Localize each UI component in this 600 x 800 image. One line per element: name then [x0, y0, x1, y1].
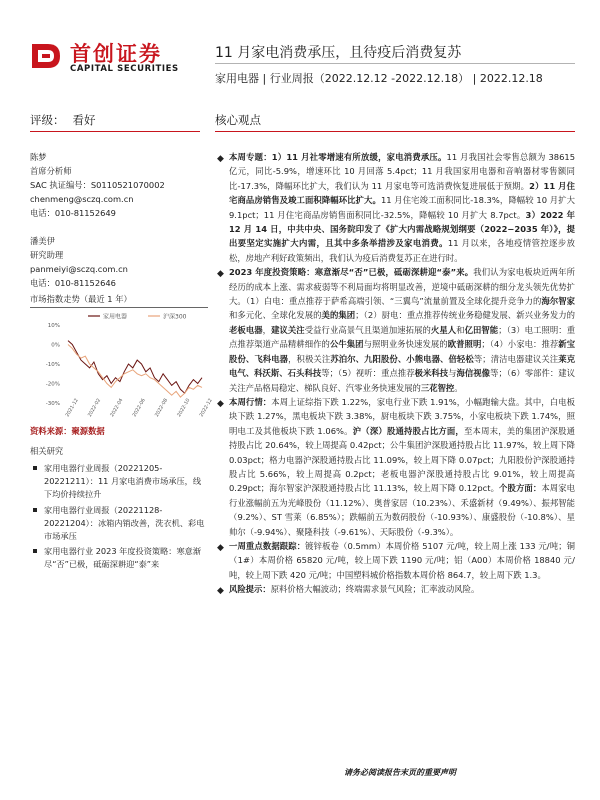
bold-text-run: 本周行情：: [229, 396, 272, 407]
text-run: 11 月以来，各地疫情管控逐步放松，房地产利好政策频出，我们认为疫后消费复苏正在进行时。: [229, 238, 575, 263]
text-run: 与照明业务快速发展的: [363, 339, 448, 350]
text-run: 我们认为家电板块近两年所经历的成本上涨、需求疲弱等不利局面均将明显改善，逆境中砥砺深耕的细分龙头领先优势扩大。（1）白电：重点推荐于萨希高端引领、“三翼鸟”流量前置及全球化提升竞争力的: [229, 267, 576, 307]
bold-text-run: 火星人: [430, 324, 457, 335]
header-divider: [215, 63, 575, 64]
analyst-email[interactable]: panmeiyi@sczq.com.cn: [30, 264, 128, 274]
bold-text-run: 苏泊尔、九阳股份、小熊电器、倍轻松: [330, 353, 474, 364]
text-run: 等；（6）零部件：建议关注产品格局稳定、梯队良好、汽零业务快速发展的: [229, 368, 576, 393]
core-point-paragraph: [215, 395, 575, 539]
text-run: 和多元化、全球化发展的: [229, 310, 322, 321]
core-heading: 核心观点: [215, 113, 261, 127]
bold-text-run: 沪（深）股通持股占比方面，: [352, 425, 464, 436]
x-axis-ticks: [65, 398, 214, 418]
text-run: 至本周末，美的集团沪深股通持股占比 20.64%，较上周提高 0.42pct；公牛集团沪深股通持股占比 11.97%，较上周下降 0.03pct；格力电器沪深股通持股占比 11.09%，较上周下降 0.07pct；九阳股份沪深股通持股占比 5.66%，较上周提高 0.2pct；老板电器沪深股通持股占比 9.01%，较上周提高 0.29pct；海尔智家沪深股通持股占比 11.13%，较上周下降 0.12pct。: [229, 425, 575, 494]
bold-text-run: 三花智控: [420, 382, 455, 393]
diamond-bullet-icon: ◆: [217, 542, 224, 553]
text-run: ，积极关注: [288, 353, 331, 364]
bold-text-run: 莱克电气、科沃斯、石头科技: [229, 353, 576, 379]
x-tick-label: 2021-12: [65, 398, 80, 418]
text-run: 等；清洁电器建议关注: [473, 353, 559, 364]
y-tick-label: -10%: [45, 362, 60, 368]
bold-text-run: 美的集团: [321, 310, 356, 321]
bold-text-run: 个股方面：: [499, 483, 542, 494]
brand-logo: [28, 36, 208, 78]
core-underline: [215, 131, 575, 132]
related-item[interactable]: 家用电器行业 2023 年度投资策略：寒意渐尽“否”已极，砥砺深耕迎“泰”来: [30, 545, 208, 571]
y-tick-label: -30%: [45, 401, 60, 407]
rating-underline: [30, 131, 200, 132]
text-run: 本周家电行业涨幅前五为光峰股份（11.12%）、奥普家居（10.23%）、禾盛新材（9.49%）、振邦智能（9.2%）、ST 雪莱（6.85%）；跌幅前五为数码股份（-10.93%）、康盛股份（-10.8%）、星帅尔（-9.94%）、聚隆科技（-9.61%）、天际股份（-9.3%）。: [229, 483, 576, 537]
series-line-appliances: [68, 341, 202, 394]
text-run: ；（4）小家电：推荐: [481, 339, 559, 350]
diamond-bullet-icon: ◆: [217, 586, 224, 597]
analyst-email[interactable]: chenmeng@sczq.com.cn: [30, 194, 134, 204]
analyst-role: 研究助理: [30, 250, 64, 260]
related-item[interactable]: 家用电器行业周报（20221128-20221204）：冰箱内销改善，洗衣机、彩电市场承压: [30, 504, 208, 544]
bold-text-run: 海尔智家: [541, 296, 576, 307]
x-tick-label: 2022-02: [87, 398, 103, 418]
analyst-info: [30, 150, 208, 290]
x-tick-label: 2022-04: [110, 398, 125, 418]
analyst-name: 潘美伊: [30, 236, 55, 246]
text-run: ；（2）厨电：重点推荐传统业务稳健发展、新兴业务发力的: [355, 310, 576, 321]
related-item[interactable]: 家用电器行业周报（20221205-20221211）：11 月家电消费市场承压，线下均价持续拉升: [30, 462, 208, 502]
brand-name-cn: 首创证券: [70, 42, 162, 66]
text-run: 与: [448, 368, 457, 379]
y-tick-label: 10%: [47, 323, 60, 329]
text-run: 受益行业高景气且渠道加速拓展的: [304, 324, 431, 335]
text-run: 本周上证综指下跌 1.22%，家电行业下跌 1.91%，小幅跑输大盘。其中，白电板块下跌 1.27%，黑电板块下跌 3.38%，厨电板块下跌 3.75%，小家电板块下跌 1.74%，照明电工及其他板块下跌 1.06%。: [229, 396, 575, 436]
bold-text-run: 老板电器: [229, 324, 263, 335]
y-tick-label: 0%: [51, 342, 60, 349]
bold-text-run: 建议关注: [271, 324, 305, 335]
chart-title: 市场指数走势（最近 1 年）: [30, 294, 132, 304]
x-tick-label: 2022-10: [177, 398, 192, 418]
text-run: 原料价格大幅波动；终端需求景气风险；汇率波动风险。: [270, 584, 480, 595]
text-run: ，: [262, 324, 272, 335]
bold-text-run: 一周重点数据跟踪：: [229, 540, 306, 551]
analyst-role: 首席分析师: [30, 166, 72, 176]
analyst-cert: SAC 执证编号：S0110521070002: [30, 180, 165, 190]
text-run: 和: [456, 324, 465, 335]
x-tick-label: 2022-08: [154, 398, 170, 418]
rating: [30, 112, 96, 128]
legend-label: 家用电器: [103, 313, 128, 321]
bold-text-run: 公牛集团: [329, 339, 364, 350]
bold-text-run: 海信视像: [456, 368, 491, 379]
report-subtitle: 家用电器 | 行业周报（2022.12.12 -2022.12.18） | 2022.12.18: [215, 72, 543, 85]
core-point-paragraph: [215, 582, 575, 596]
bold-text-run: 2023 年度投资策略：寒意渐尽“否”已极，砥砺深耕迎“泰”来。: [229, 267, 474, 278]
diamond-bullet-icon: ◆: [217, 154, 224, 164]
bold-text-run: 亿田智能: [464, 324, 499, 335]
text-run: 等；（5）视听：重点推荐: [321, 368, 415, 379]
market-index-chart: [30, 307, 214, 419]
rating-label: 评级：: [30, 113, 65, 127]
bold-text-run: 新宝股份、飞科电器: [229, 339, 576, 364]
text-run: 11 月住宅竣工面积同比-18.3%，降幅较 10 月扩大 9.1pct；11 月住宅商品房销售面积同比-32.5%，降幅较 10 月扩大 8.7pct。: [229, 195, 575, 220]
rating-value: 看好: [72, 113, 96, 127]
bold-text-run: 风险提示：: [229, 584, 271, 595]
chart-source: 资料来源：聚源数据: [30, 426, 105, 436]
report-title: 11 月家电消费承压，且待疫后消费复苏: [215, 45, 462, 61]
text-run: ；（3）电工照明：重点推荐渠道产品精耕细作的: [229, 324, 576, 350]
bold-text-run: 1）11 月社零增速有所放缓，家电消费承压。: [271, 152, 447, 162]
related-research-list: [30, 462, 208, 574]
text-run: 。: [454, 382, 463, 393]
analyst-phone: 电话：010-81152649: [30, 208, 116, 218]
x-tick-label: 2022-06: [132, 398, 147, 418]
legend-label: 沪深300: [163, 313, 187, 321]
diamond-bullet-icon: ◆: [217, 398, 224, 409]
core-point-paragraph: [215, 265, 575, 395]
core-point-paragraph: [215, 539, 575, 582]
brand-name-en: CAPITAL SECURITIES: [70, 64, 179, 74]
chart-legend: [88, 313, 187, 321]
bold-text-run: 欧普照明: [447, 339, 482, 350]
bold-text-run: 2）11 月住宅商品房销售及竣工面积降幅环比扩大。: [229, 180, 576, 206]
x-tick-label: 2022-12: [199, 398, 214, 418]
text-run: 镀锌板卷（0.5mm）本周价格 5107 元/吨，较上周上涨 133 元/吨；铜（1#）本周价格 65820 元/吨，较上周下跌 1190 元/吨；铝（A00）本周价格 18840 元/吨，较上周下跌 420 元/吨；中国塑料城价格指数本周价格 864.7，较上周下跌 1.3。: [229, 540, 575, 580]
bold-text-run: 极米科技: [414, 368, 449, 379]
related-research-title: 相关研究: [30, 446, 64, 456]
analyst-phone: 电话：010-81152646: [30, 278, 116, 288]
footer-disclaimer: 请务必阅读报告末页的重要声明: [344, 768, 456, 777]
analyst-name: 陈梦: [30, 152, 47, 162]
core-point-paragraph: [215, 150, 575, 265]
diamond-bullet-icon: ◆: [217, 269, 224, 280]
bold-text-run: 3）2022 年 12 月 14 日，中共中央、国务院印发了《扩大内需战略规划纲要（2022−2035 年）》，提出要坚定实施扩大内需，且其中多条举措涉及家电消费。: [229, 209, 575, 249]
core-points: [215, 150, 575, 597]
brand-mark-icon: [28, 38, 64, 74]
series-line-hs300: [68, 345, 202, 398]
y-axis-ticks: [46, 323, 60, 407]
text-run: 11 月我国社会零售总额为 38615 亿元，同比-5.9%，增速环比 10 月回落 5.4pct；11 月我国家用电器和音响器材零售额同比-17.3%，降幅环比扩大，我们认为 11 月家电等可选消费恢复进展低于预期。: [229, 152, 575, 191]
y-tick-label: -20%: [45, 381, 60, 388]
bold-text-run: 本周专题：: [229, 152, 272, 162]
